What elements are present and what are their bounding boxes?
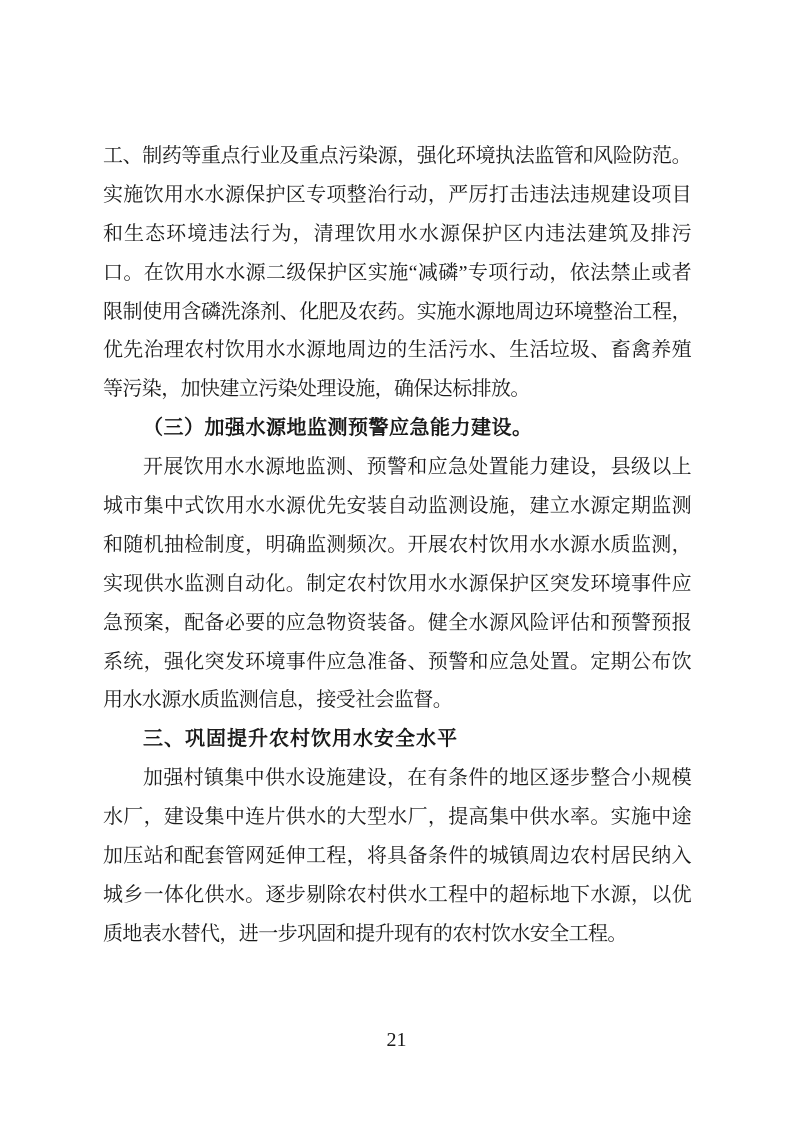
body-text-line: 城乡一体化供水。逐步剔除农村供水工程中的超标地下水源，以优 [103,883,691,906]
body-text-line: 和随机抽检制度，明确监测频次。开展农村饮用水水源水质监测， [103,533,691,556]
body-text-line: 等污染，加快建立污染处理设施，确保达标排放。 [103,378,530,401]
body-text-line: 系统，强化突发环境事件应急准备、预警和应急处置。定期公布饮 [103,650,691,673]
body-text-line: 实现供水监测自动化。制定农村饮用水水源保护区突发环境事件应 [103,572,691,595]
body-text-line: 口。在饮用水水源二级保护区实施“减磷”专项行动，依法禁止或者 [103,261,691,284]
body-text-line: 加强村镇集中供水设施建设，在有条件的地区逐步整合小规模 [143,767,691,790]
body-text-line: 城市集中式饮用水水源优先安装自动监测设施，建立水源定期监测 [103,495,691,518]
body-text-line: 质地表水替代，进一步巩固和提升现有的农村饮水安全工程。 [103,922,627,945]
page-number: 21 [386,1029,407,1051]
body-text-line: 开展饮用水水源地监测、预警和应急处置能力建设，县级以上 [143,456,691,479]
section-heading: 三、巩固提升农村饮用水安全水平 [143,728,458,751]
subsection-heading: （三）加强水源地监测预警应急能力建设。 [143,417,533,440]
body-text-line: 实施饮用水水源保护区专项整治行动，严厉打击违法违规建设项目 [103,183,691,206]
body-text-line: 用水水源水质监测信息，接受社会监督。 [103,689,453,712]
body-text-line: 水厂，建设集中连片供水的大型水厂，提高集中供水率。实施中途 [103,806,691,829]
document-text-block [103,137,691,954]
body-text-line: 和生态环境违法行为，清理饮用水水源保护区内违法建筑及排污 [103,222,691,245]
body-text-line: 优先治理农村饮用水水源地周边的生活污水、生活垃圾、畜禽养殖 [103,339,691,362]
body-text-line: 加压站和配套管网延伸工程，将具备条件的城镇周边农村居民纳入 [103,845,691,868]
body-text-line: 急预案，配备必要的应急物资装备。健全水源风险评估和预警预报 [103,611,691,634]
body-text-line: 限制使用含磷洗涤剂、化肥及农药。实施水源地周边环境整治工程， [103,300,691,323]
body-text-line: 工、制药等重点行业及重点污染源，强化环境执法监管和风险防范。 [103,145,691,167]
